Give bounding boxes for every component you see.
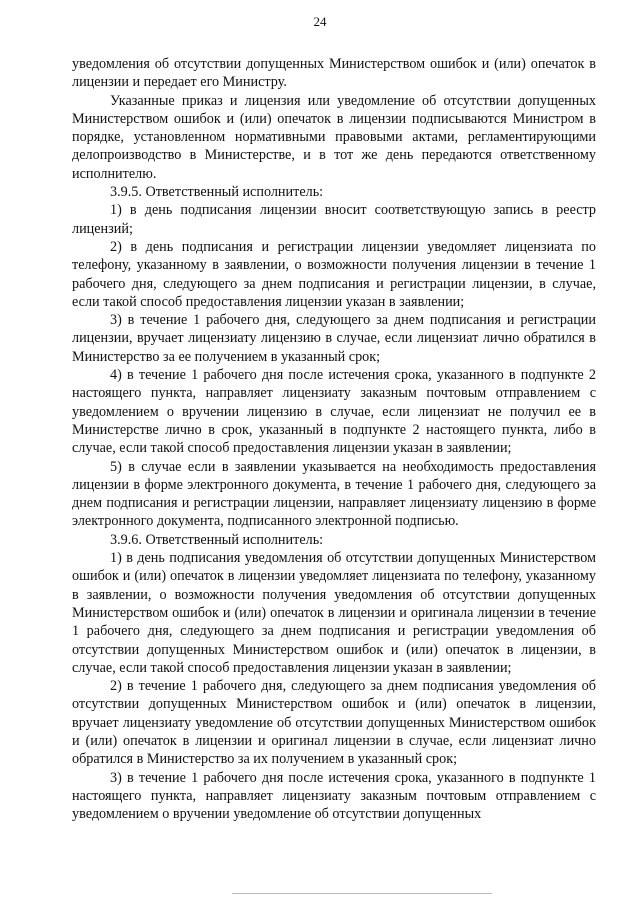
page-number: 24 <box>313 14 327 29</box>
document-body <box>72 55 596 823</box>
list-item: 2) в день подписания и регистрации лицензии уведомляет лицензиата по телефону, указанному в заявлении, о возможности получения лицензии в течение 1 рабочего дня, следующего за днем подписания и регистрации лицензии, в случае, если такой способ предоставления лицензии указан в заявлении; <box>72 238 596 310</box>
list-item: 3) в течение 1 рабочего дня, следующего за днем подписания и регистрации лицензии, вручает лицензиату лицензию в случае, если лицензиат лично обратился в Министерство за ее получением в указанный срок; <box>72 312 596 365</box>
list-item: 4) в течение 1 рабочего дня после истечения срока, указанного в подпункте 2 настоящего пункта, направляет лицензиату заказным почтовым отправлением с уведомлением о вручении лицензию в случае, если лицензиат не получил ее в Министерстве лично в срок, указанный в подпункте 2 настоящего пункта, либо в случае, если такой способ предоставления лицензии указан в заявлении; <box>72 367 596 457</box>
paragraph: Указанные приказ и лицензия или уведомление об отсутствии допущенных Министерством ошибок и (или) опечаток в лицензии подписываются Министром в порядке, установленном нормативными правовыми актами, регламентирующими делопроизводство в Министерстве, и в тот же день передаются ответственному исполнителю. <box>72 92 596 182</box>
list-item: 1) в день подписания уведомления об отсутствии допущенных Министерством ошибок и (или) опечаток в лицензии уведомляет лицензиата по телефону, указанному в заявлении, о возможности получения уведомления об отсутствии допущенных Министерством ошибок и (или) опечаток в лицензии и оригинала лицензии в течение 1 рабочего дня, следующего за днем подписания и регистрации уведомления об отсутствии допущенных Министерством ошибок и (или) опечаток в лицензии, в случае, если такой способ предоставления лицензии указан в заявлении; <box>72 550 596 676</box>
scan-edge-line <box>232 893 492 894</box>
list-item: 3) в течение 1 рабочего дня после истечения срока, указанного в подпункте 1 настоящего пункта, направляет лицензиату заказным почтовым отправлением с уведомлением о вручении уведомление об отсутствии допущенных <box>72 769 596 823</box>
paragraph: уведомления об отсутствии допущенных Министерством ошибок и (или) опечаток в лицензии и передает его Министру. <box>72 56 596 91</box>
section-heading: 3.9.6. Ответственный исполнитель: <box>110 531 324 548</box>
list-item: 1) в день подписания лицензии вносит соответствующую запись в реестр лицензий; <box>72 202 596 237</box>
list-item: 2) в течение 1 рабочего дня, следующего за днем подписания уведомления об отсутствии допущенных Министерством ошибок и (или) опечаток в лицензии, вручает лицензиату уведомление об отсутствии допущенных Министерством ошибок и (или) опечаток в лицензии и оригинал лицензии в случае, если лицензиат лично обратился в Министерство за их получением в указанный срок; <box>72 678 596 768</box>
section-heading: 3.9.5. Ответственный исполнитель: <box>110 184 324 201</box>
list-item: 5) в случае если в заявлении указывается на необходимость предоставления лицензии в форме электронного документа, в течение 1 рабочего дня, следующего за днем подписания и регистрации лицензии, направляет лицензиату лицензию в форме электронного документа, подписанного электронной подписью. <box>72 458 596 530</box>
